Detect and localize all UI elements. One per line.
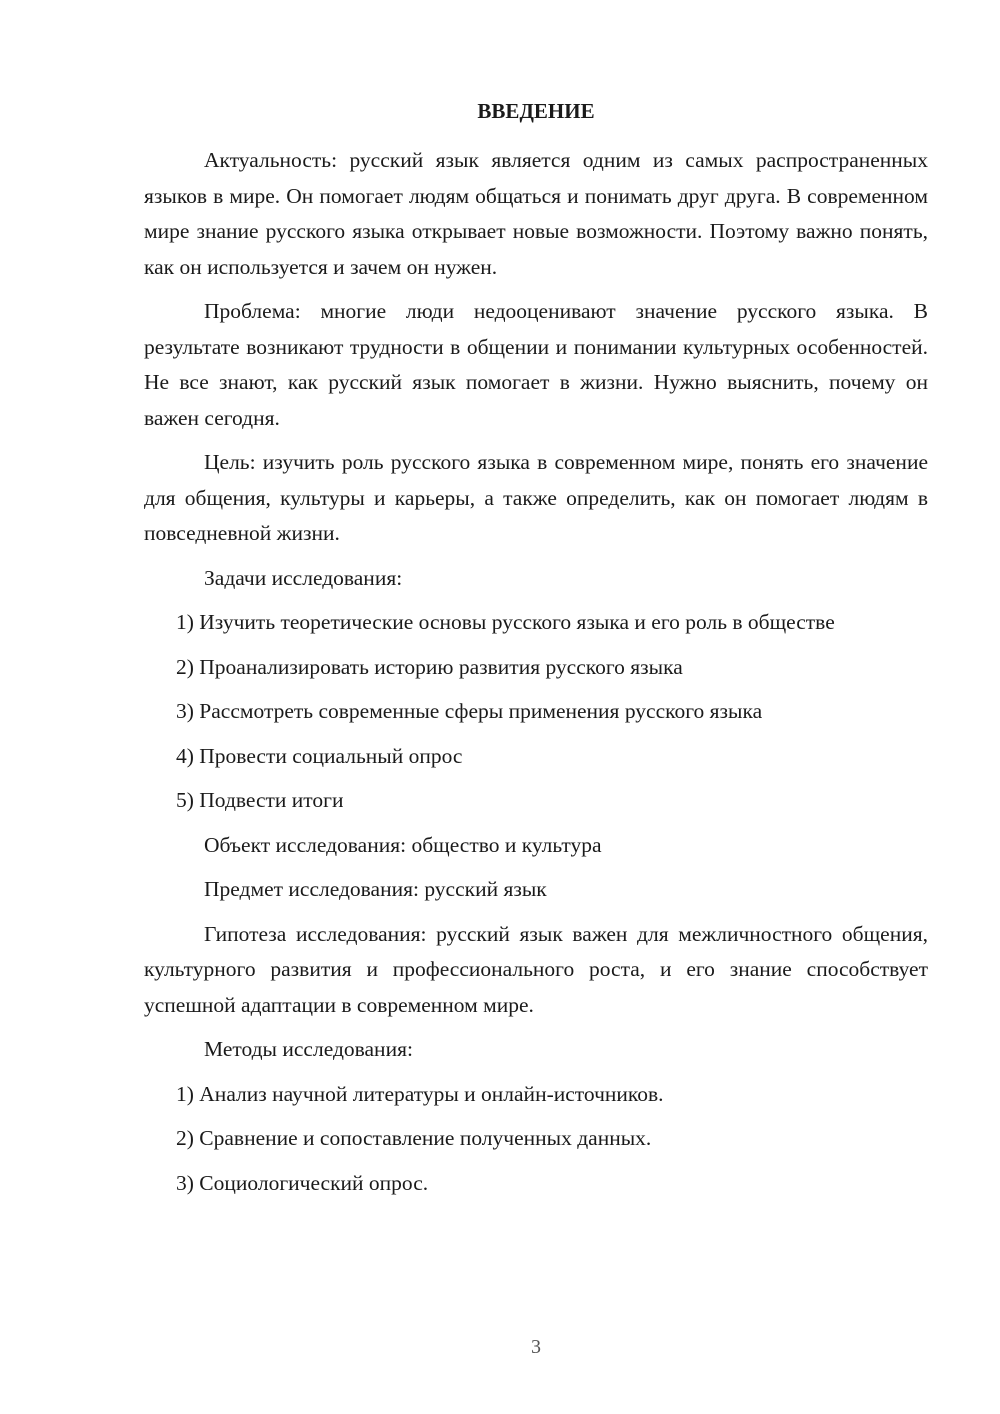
method-item-3: 3) Социологический опрос. bbox=[176, 1170, 429, 1195]
paragraph-relevance: Актуальность: русский язык является одним из самых распространенных языков в мире. Он помогает людям общаться и понимать друг друга. В современном мире знание русского языка открывает новые возможности. Поэтому важно понять, как он используется и зачем он нужен. bbox=[144, 148, 928, 279]
section-title: ВВЕДЕНИЕ bbox=[477, 99, 595, 123]
method-item-2: 2) Сравнение и сопоставление полученных данных. bbox=[176, 1126, 652, 1150]
task-item-3: 3) Рассмотреть современные сферы применения русского языка bbox=[176, 699, 763, 723]
task-item-5: 5) Подвести итоги bbox=[176, 788, 344, 812]
page-number: 3 bbox=[531, 1336, 541, 1358]
research-subject: Предмет исследования: русский язык bbox=[204, 877, 547, 901]
task-item-4: 4) Провести социальный опрос bbox=[176, 743, 463, 768]
method-item-1: 1) Анализ научной литературы и онлайн-источников. bbox=[176, 1081, 664, 1106]
paragraph-goal: Цель: изучить роль русского языка в современном мире, понять его значение для общения, культуры и карьеры, а также определить, как он помогает людям в повседневной жизни. bbox=[144, 450, 928, 545]
task-item-1: 1) Изучить теоретические основы русского языка и его роль в обществе bbox=[176, 610, 835, 634]
task-item-2: 2) Проанализировать историю развития русского языка bbox=[176, 654, 683, 679]
tasks-heading: Задачи исследования: bbox=[204, 565, 403, 590]
research-hypothesis: Гипотеза исследования: русский язык важен для межличностного общения, культурного развития и профессионального роста, и его знание способствует успешной адаптации в современном мире. bbox=[144, 921, 928, 1017]
paragraph-problem: Проблема: многие люди недооценивают значение русского языка. В результате возникают трудности в общении и понимании культурных особенностей. Не все знают, как русский язык помогает в жизни. Нужно выяснить, почему он важен сегодня. bbox=[144, 299, 928, 430]
methods-heading: Методы исследования: bbox=[204, 1037, 413, 1061]
research-object: Объект исследования: общество и культура bbox=[204, 832, 602, 857]
document-body bbox=[144, 143, 928, 1210]
document-page bbox=[144, 0, 928, 1414]
